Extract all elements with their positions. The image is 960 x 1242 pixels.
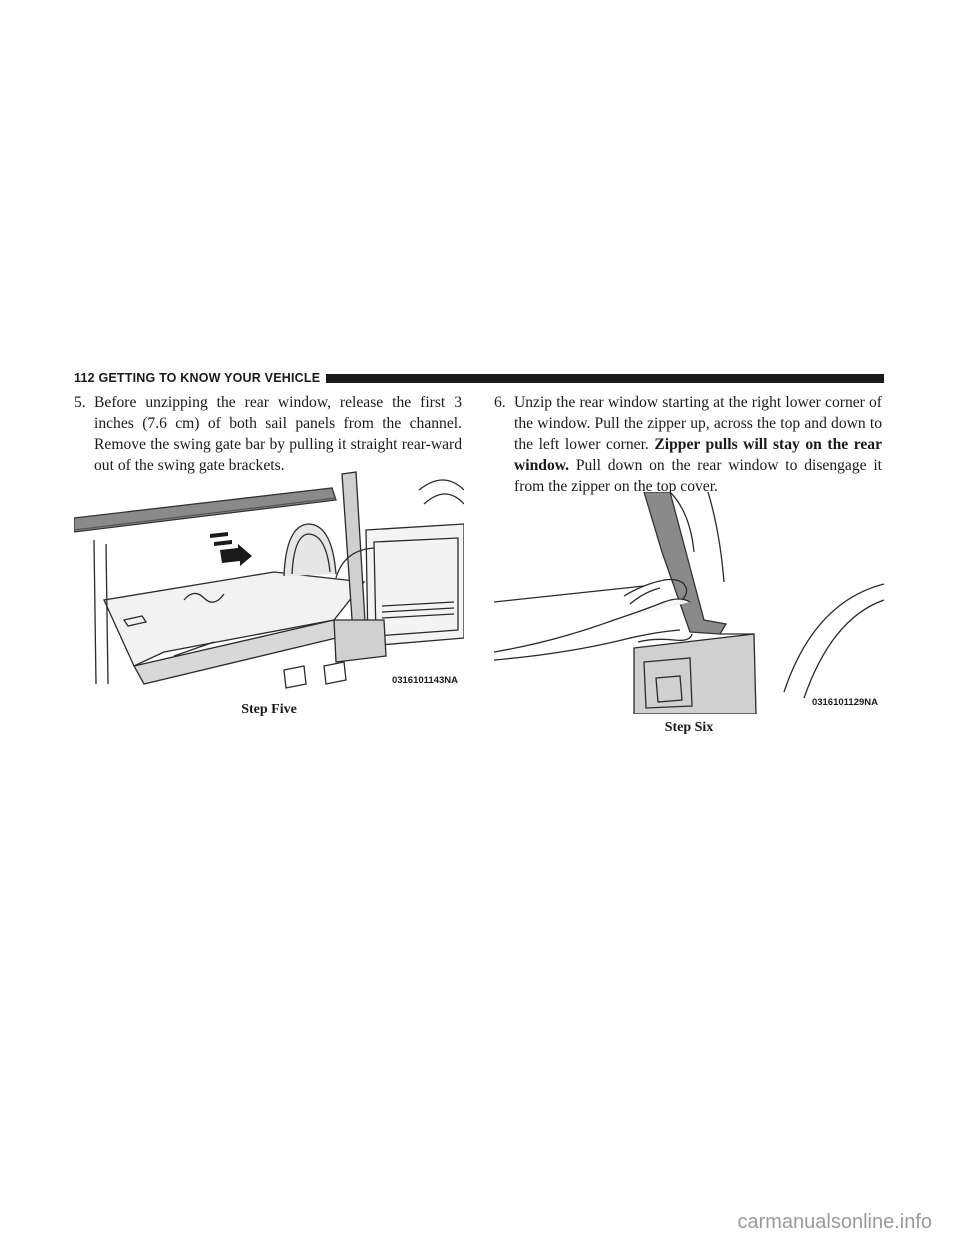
step-five-illustration — [74, 470, 464, 694]
step-text-part2: Pull down on the rear window to disengage it from the zipper on the top cover. — [514, 457, 882, 495]
figure-code: 0316101129NA — [811, 697, 878, 708]
step-text-part1: Unzip the rear window starting at the right lower corner of the window. Pull the zipper up, across the top and down to the left lower corner. — [514, 394, 882, 453]
figure-caption: Step Five — [241, 702, 297, 717]
header-rule — [326, 374, 884, 383]
page-header-title: 112 GETTING TO KNOW YOUR VEHICLE — [74, 371, 321, 385]
step-text: Before unzipping the rear window, release the first 3 inches (7.6 cm) of both sail panels from the channel. Remove the swing gate bar by pulling it straight rear-ward out of the swing gate brackets. — [94, 394, 462, 474]
step-text — [514, 392, 882, 497]
step-text-bold: Zipper pulls will stay on the rear window. — [514, 436, 882, 474]
watermark: carmanualsonline.info — [737, 1211, 932, 1233]
step-six — [494, 392, 882, 497]
figure-caption: Step Six — [664, 720, 714, 735]
arrow-icon — [210, 532, 252, 566]
step-six-illustration — [494, 492, 884, 714]
left-column — [74, 392, 462, 476]
figure-code: 0316101143NA — [391, 675, 458, 686]
page-header — [74, 370, 884, 386]
step-five — [74, 392, 462, 476]
step-number: 5. — [74, 394, 86, 411]
figure-step-five — [74, 470, 464, 694]
right-column — [494, 392, 882, 497]
step-number: 6. — [494, 394, 506, 411]
figure-step-six — [494, 492, 884, 714]
